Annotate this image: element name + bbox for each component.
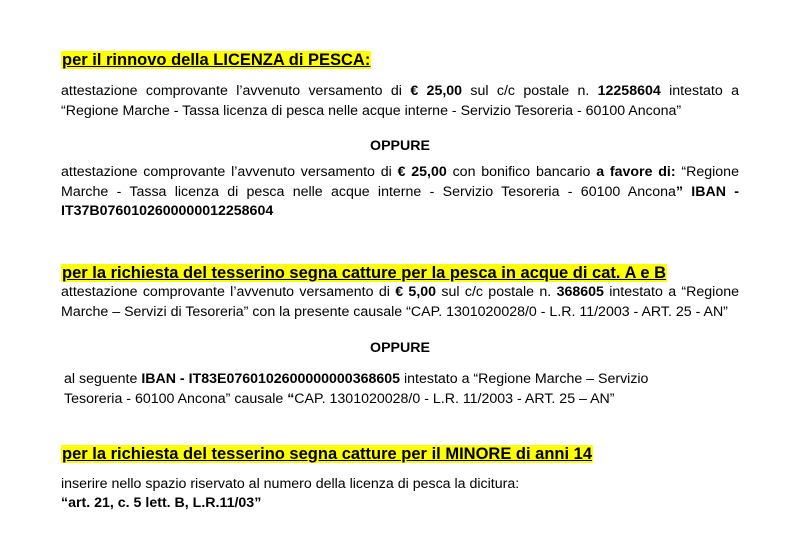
section1-paragraph-bank: attestazione comprovante l’avvenuto versamento di € 25,00 con bonifico bancario a favore di: “Regione Marche - Tassa licenza di pesca nelle acque interne - Servizio Tesoreria - 60100 Ancona” IBAN - IT37B0760102600000012258604 [61,164,739,220]
section3-heading: per la richiesta del tesserino segna catture per il MINORE di anni 14 [62,445,593,463]
section1-paragraph-postal: attestazione comprovante l’avvenuto versamento di € 25,00 sul c/c postale n. 12258604 intestato a “Regione Marche - Tassa licenza di pesca nelle acque interne - Servizio Tesoreria - 60100 Ancona” [61,83,739,119]
section2-heading: per la richiesta del tesserino segna catture per la pesca in acque di cat. A e B [62,264,667,282]
section3-paragraph: inserire nello spazio riservato al numero della licenza di pesca la dicitura: [61,476,520,492]
section2-paragraph-postal: attestazione comprovante l’avvenuto versamento di € 5,00 sul c/c postale n. 368605 intestato a “Regione Marche – Servizi di Tesoreria” con la presente causale “CAP. 1301020028/0 - L.R. 11/2003 - ART. 25 - AN” [61,284,739,320]
section3-dicitura: “art. 21, c. 5 lett. B, L.R.11/03” [61,495,262,511]
section1-oppure: OPPURE [370,138,430,154]
section2-oppure: OPPURE [370,340,430,356]
section2-paragraph-iban: al seguente IBAN - IT83E0760102600000000368605 intestato a “Regione Marche – Servizio Tesoreria - 60100 Ancona” causale “CAP. 1301020028/0 - L.R. 11/2003 - ART. 25 – AN” [64,371,649,407]
section1-heading: per il rinnovo della LICENZA di PESCA: [62,51,371,69]
